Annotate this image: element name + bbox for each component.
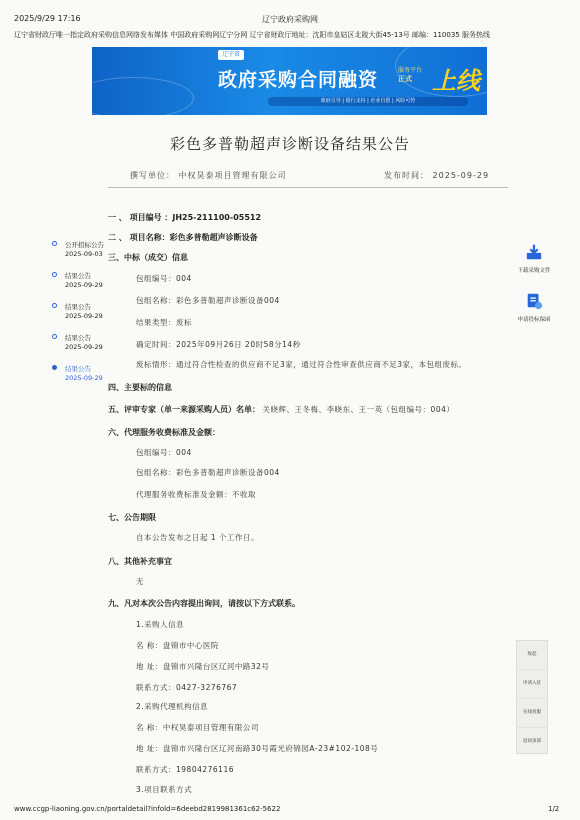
timeline-date: 2025-09-29 — [65, 281, 103, 289]
collapse-button[interactable]: 收起 — [517, 641, 547, 670]
experts-list: 关晓辉、王冬梅、李晓东、王一英（包组编号：004） — [262, 405, 455, 414]
print-page-number: 1/2 — [548, 805, 560, 813]
timeline-name: 结果公告 — [65, 303, 91, 311]
banner-subtag: 服务平台 — [398, 67, 423, 74]
contact-line: 名 称：盘锦市中心医院 — [136, 641, 219, 650]
publish-time-value: 2025-09-29 — [432, 171, 490, 180]
bid-info-line: 包组编号：004 — [136, 274, 192, 283]
bid-info-line: 确定时间：2025年09月26日 20时58分14秒 — [136, 340, 301, 349]
timeline-name: 结果公告 — [65, 334, 91, 342]
section-contact: 九、凡对本次公告内容提出询问，请按以下方式联系。 — [108, 599, 300, 608]
promo-banner[interactable] — [92, 47, 487, 115]
supplement-text: 无 — [136, 577, 144, 586]
section-supplement: 八、其他补充事宜 — [108, 557, 172, 566]
contact-line: 3.项目联系方式 — [136, 785, 193, 794]
experts-heading: 五、评审专家（单一来源采购人员）名单： — [108, 405, 260, 414]
apply-guarantee-label: 申请投标保函 — [517, 317, 551, 323]
timeline-date: 2025-09-03 — [65, 250, 103, 258]
print-datetime: 2025/9/29 17:16 — [14, 14, 81, 23]
site-notice-bar: 辽宁省财政厅唯一指定政府采购信息网络发布媒体 中国政府采购网辽宁分网 辽宁省财政厅地址：沈阳市皇姑区北陵大街45-13号 邮编：110035 服务热线 — [14, 31, 490, 39]
contact-line: 地 址：盘锦市兴隆台区辽河南路30号霞光府锦园A-23#102-108号 — [136, 744, 379, 753]
timeline-date: 2025-09-29 — [65, 312, 103, 320]
page-title: 彩色多普勒超声诊断设备结果公告 — [169, 135, 410, 153]
title-divider — [108, 187, 508, 188]
timeline-date: 2025-09-29 — [65, 343, 103, 351]
section-project-number: 一 、 项目编号 ：JH25-211100-05512 — [108, 213, 262, 222]
author-label: 撰写单位： — [130, 171, 175, 180]
timeline-name: 结果公告 — [65, 365, 91, 373]
banner-subtag2: 正式 — [398, 75, 412, 83]
floating-service-bar — [516, 640, 548, 754]
publish-time-label: 发布时间： — [384, 171, 429, 180]
fee-line: 包组名称：彩色多普勒超声诊断设备004 — [136, 468, 280, 477]
banner-decoration — [92, 77, 194, 115]
section-bid-info: 三、中标（成交）信息 — [108, 253, 188, 262]
print-site-title: 辽宁政府采购网 — [262, 15, 318, 24]
print-url: www.ccgp-liaoning.gov.cn/portaldetail?infold=6deebd2819981361c62-5622 — [14, 805, 281, 813]
bid-info-line: 结果类型：废标 — [136, 318, 192, 327]
timeline-name: 公开招标公告 — [65, 241, 104, 249]
bid-info-line: 废标情形：通过符合性检查的供应商不足3家，通过符合性审查供应商不足3家，本包组废标。 — [136, 360, 467, 369]
banner-region-tag: 辽宁省 — [218, 50, 244, 60]
section-agency-fee: 六、代理服务收费标准及金额： — [108, 428, 220, 437]
banner-highlight: 上线 — [432, 67, 480, 95]
period-text: 自本公告发布之日起 1 个工作日。 — [136, 533, 260, 542]
section-main-items: 四、主要标的信息 — [108, 383, 172, 392]
section-project-name: 二 、 项目名称：彩色多普勒超声诊断设备 — [108, 233, 258, 242]
timeline-date: 2025-09-29 — [65, 374, 103, 382]
publish-time — [384, 170, 489, 181]
apply-join-button[interactable]: 申请入驻 — [517, 670, 547, 699]
contact-line: 联系方式：19804276116 — [136, 765, 234, 774]
contact-line: 地 址：盘锦市兴隆台区辽河中路32号 — [136, 662, 270, 671]
author-info — [130, 170, 287, 181]
timeline-dot-icon — [52, 241, 57, 246]
timeline-dot-icon — [52, 365, 57, 370]
banner-title: 政府采购合同融资 — [218, 69, 379, 91]
contact-line: 联系方式：0427-3276767 — [136, 683, 238, 692]
timeline-dot-icon — [52, 334, 57, 339]
download-docs-label: 下载采购文件 — [517, 268, 551, 274]
contact-line: 1.采购人信息 — [136, 620, 185, 629]
online-service-button[interactable]: 在线客服 — [517, 699, 547, 728]
author-value: 中权昊泰项目管理有限公司 — [178, 171, 287, 180]
bid-info-line: 包组名称：彩色多普勒超声诊断设备004 — [136, 296, 280, 305]
timeline-name: 结果公告 — [65, 272, 91, 280]
back-to-top-button[interactable]: 返回顶部 — [523, 739, 541, 744]
banner-slogan: 政府引导 | 银行支持 | 企业自愿 | 风险可控 — [268, 97, 468, 106]
section-experts — [108, 404, 528, 415]
contact-line: 2.采购代理机构信息 — [136, 702, 209, 711]
timeline-dot-icon — [52, 303, 57, 308]
fee-line: 包组编号：004 — [136, 448, 192, 457]
fee-line: 代理服务收费标准及金额：不收取 — [136, 490, 256, 499]
contact-line: 名 称：中权昊泰项目管理有限公司 — [136, 723, 259, 732]
section-announcement-period: 七、公告期限 — [108, 513, 156, 522]
timeline-dot-icon — [52, 272, 57, 277]
